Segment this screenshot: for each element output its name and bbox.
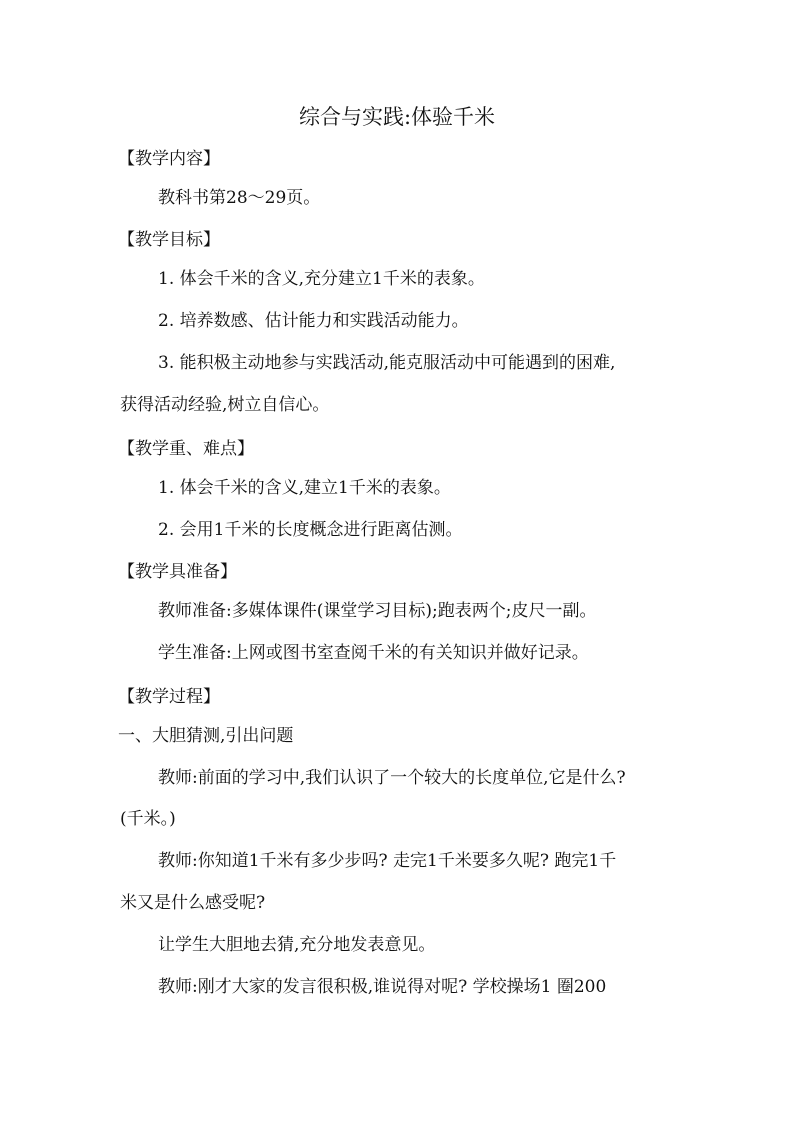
section-heading-process: 【教学过程】 <box>118 687 220 707</box>
student-preparation: 学生准备:上网或图书室查阅千米的有关知识并做好记录。 <box>158 643 589 663</box>
content-text: 教科书第28～29页。 <box>158 188 321 208</box>
process-subheading: 一、大胆猜测,引出问题 <box>118 726 294 746</box>
section-heading-preparation: 【教学具准备】 <box>118 562 237 582</box>
section-heading-content: 【教学内容】 <box>118 149 220 169</box>
section-heading-key-points: 【教学重、难点】 <box>118 439 254 459</box>
goal-item-3-continuation: 获得活动经验,树立自信心。 <box>120 395 330 415</box>
process-line-1: 教师:前面的学习中,我们认识了一个较大的长度单位,它是什么? <box>158 768 626 788</box>
goal-item-1: 1. 体会千米的含义,充分建立1千米的表象。 <box>158 269 485 289</box>
process-line-2: (千米。) <box>120 809 176 829</box>
key-point-item-2: 2. 会用1千米的长度概念进行距离估测。 <box>158 520 463 540</box>
key-point-item-1: 1. 体会千米的含义,建立1千米的表象。 <box>158 478 451 498</box>
goal-item-2: 2. 培养数感、估计能力和实践活动能力。 <box>158 311 469 331</box>
process-line-3: 教师:你知道1千米有多少步吗? 走完1千米要多久呢? 跑完1千 <box>158 851 617 871</box>
teacher-preparation: 教师准备:多媒体课件(课堂学习目标);跑表两个;皮尺一副。 <box>158 601 597 621</box>
process-line-5: 让学生大胆地去猜,充分地发表意见。 <box>158 935 436 955</box>
document-title: 综合与实践:体验千米 <box>298 105 496 129</box>
section-heading-goals: 【教学目标】 <box>118 230 220 250</box>
process-line-4: 米又是什么感受呢? <box>120 893 266 913</box>
process-line-6: 教师:刚才大家的发言很积极,谁说得对呢? 学校操场1 圈200 <box>158 977 607 997</box>
goal-item-3: 3. 能积极主动地参与实践活动,能克服活动中可能遇到的困难, <box>158 353 616 373</box>
